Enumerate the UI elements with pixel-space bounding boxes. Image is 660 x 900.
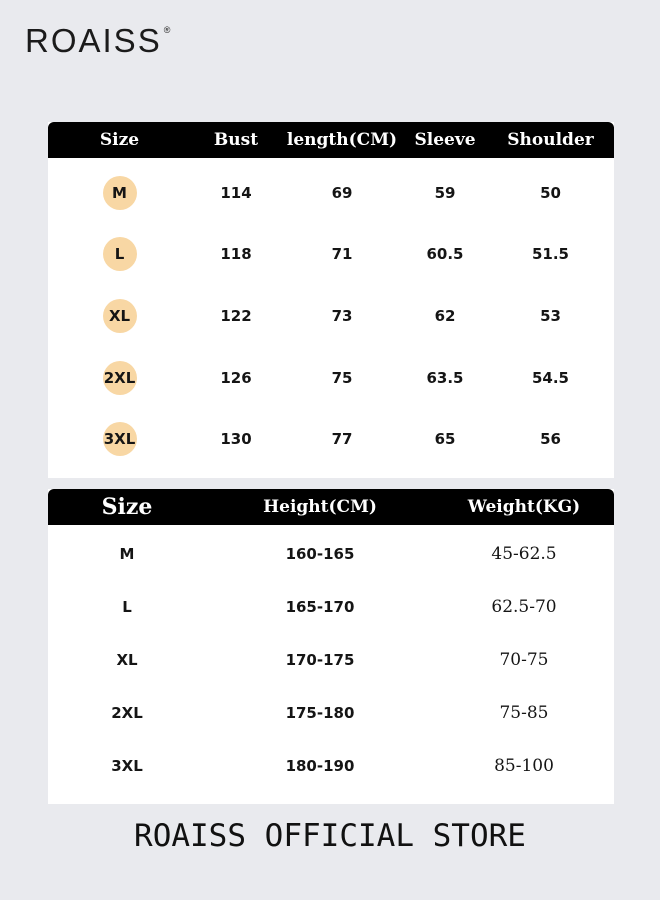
- header-sleeve: Sleeve: [414, 130, 476, 150]
- shoulder-value: 54.5: [531, 368, 569, 387]
- length-value: 69: [331, 183, 353, 202]
- sleeve-value: 65: [434, 430, 456, 449]
- table-row: [48, 527, 614, 580]
- measurements-table-header: [48, 122, 614, 158]
- length-value: 77: [331, 430, 353, 449]
- size-value: M: [119, 544, 135, 563]
- sleeve-value: 63.5: [426, 368, 464, 387]
- length-value: 75: [331, 368, 353, 387]
- size-value: 2XL: [111, 703, 143, 722]
- shoulder-value: 53: [540, 306, 561, 325]
- size-value: 3XL: [111, 756, 143, 775]
- header-length: length(CM): [286, 130, 398, 150]
- measurements-table: [48, 122, 614, 478]
- weight-value: 85-100: [494, 755, 554, 776]
- table-row: [48, 633, 614, 686]
- table-row: [48, 347, 614, 409]
- bust-value: 118: [220, 245, 252, 264]
- brand-logo: [25, 22, 170, 60]
- size-badge: 3XL: [103, 422, 137, 456]
- bust-value: 130: [220, 430, 252, 449]
- size-badge: M: [103, 176, 137, 210]
- height-value: 180-190: [285, 756, 355, 775]
- height-value: 165-170: [285, 597, 355, 616]
- size-badge: XL: [103, 299, 137, 333]
- header-shoulder: Shoulder: [507, 130, 594, 150]
- weight-value: 62.5-70: [491, 596, 557, 617]
- table-row: [48, 408, 614, 470]
- table-row: [48, 285, 614, 347]
- weight-value: 75-85: [499, 702, 549, 723]
- size-badge: L: [103, 237, 137, 271]
- header-bust: Bust: [213, 130, 259, 150]
- length-value: 71: [331, 245, 353, 264]
- shoulder-value: 56: [540, 430, 561, 449]
- sleeve-value: 62: [434, 306, 456, 325]
- height-value: 160-165: [285, 544, 355, 563]
- sleeve-value: 60.5: [426, 245, 464, 264]
- header-weight: Weight(KG): [467, 497, 581, 517]
- header-size: Size: [101, 494, 153, 520]
- shoulder-value: 50: [540, 183, 561, 202]
- size-badge: 2XL: [103, 361, 137, 395]
- bust-value: 122: [220, 306, 252, 325]
- size-value: XL: [116, 650, 138, 669]
- registered-mark: ®: [163, 25, 171, 35]
- fit-table-header: [48, 489, 614, 525]
- brand-logo-text: ROAISS: [25, 22, 162, 59]
- weight-value: 45-62.5: [491, 543, 557, 564]
- height-value: 170-175: [285, 650, 355, 669]
- bust-value: 114: [220, 183, 252, 202]
- table-row: [48, 580, 614, 633]
- shoulder-value: 51.5: [531, 245, 569, 264]
- size-value: L: [122, 597, 132, 616]
- weight-value: 70-75: [499, 649, 549, 670]
- table-row: [48, 739, 614, 792]
- sleeve-value: 59: [434, 183, 456, 202]
- header-size: Size: [99, 130, 140, 150]
- header-height: Height(CM): [263, 497, 377, 517]
- table-row: [48, 686, 614, 739]
- length-value: 73: [331, 306, 353, 325]
- table-row: [48, 162, 614, 224]
- store-footer: ROAISS OFFICIAL STORE: [134, 818, 526, 854]
- height-value: 175-180: [285, 703, 355, 722]
- bust-value: 126: [220, 368, 252, 387]
- fit-table: [48, 489, 614, 804]
- table-row: [48, 224, 614, 286]
